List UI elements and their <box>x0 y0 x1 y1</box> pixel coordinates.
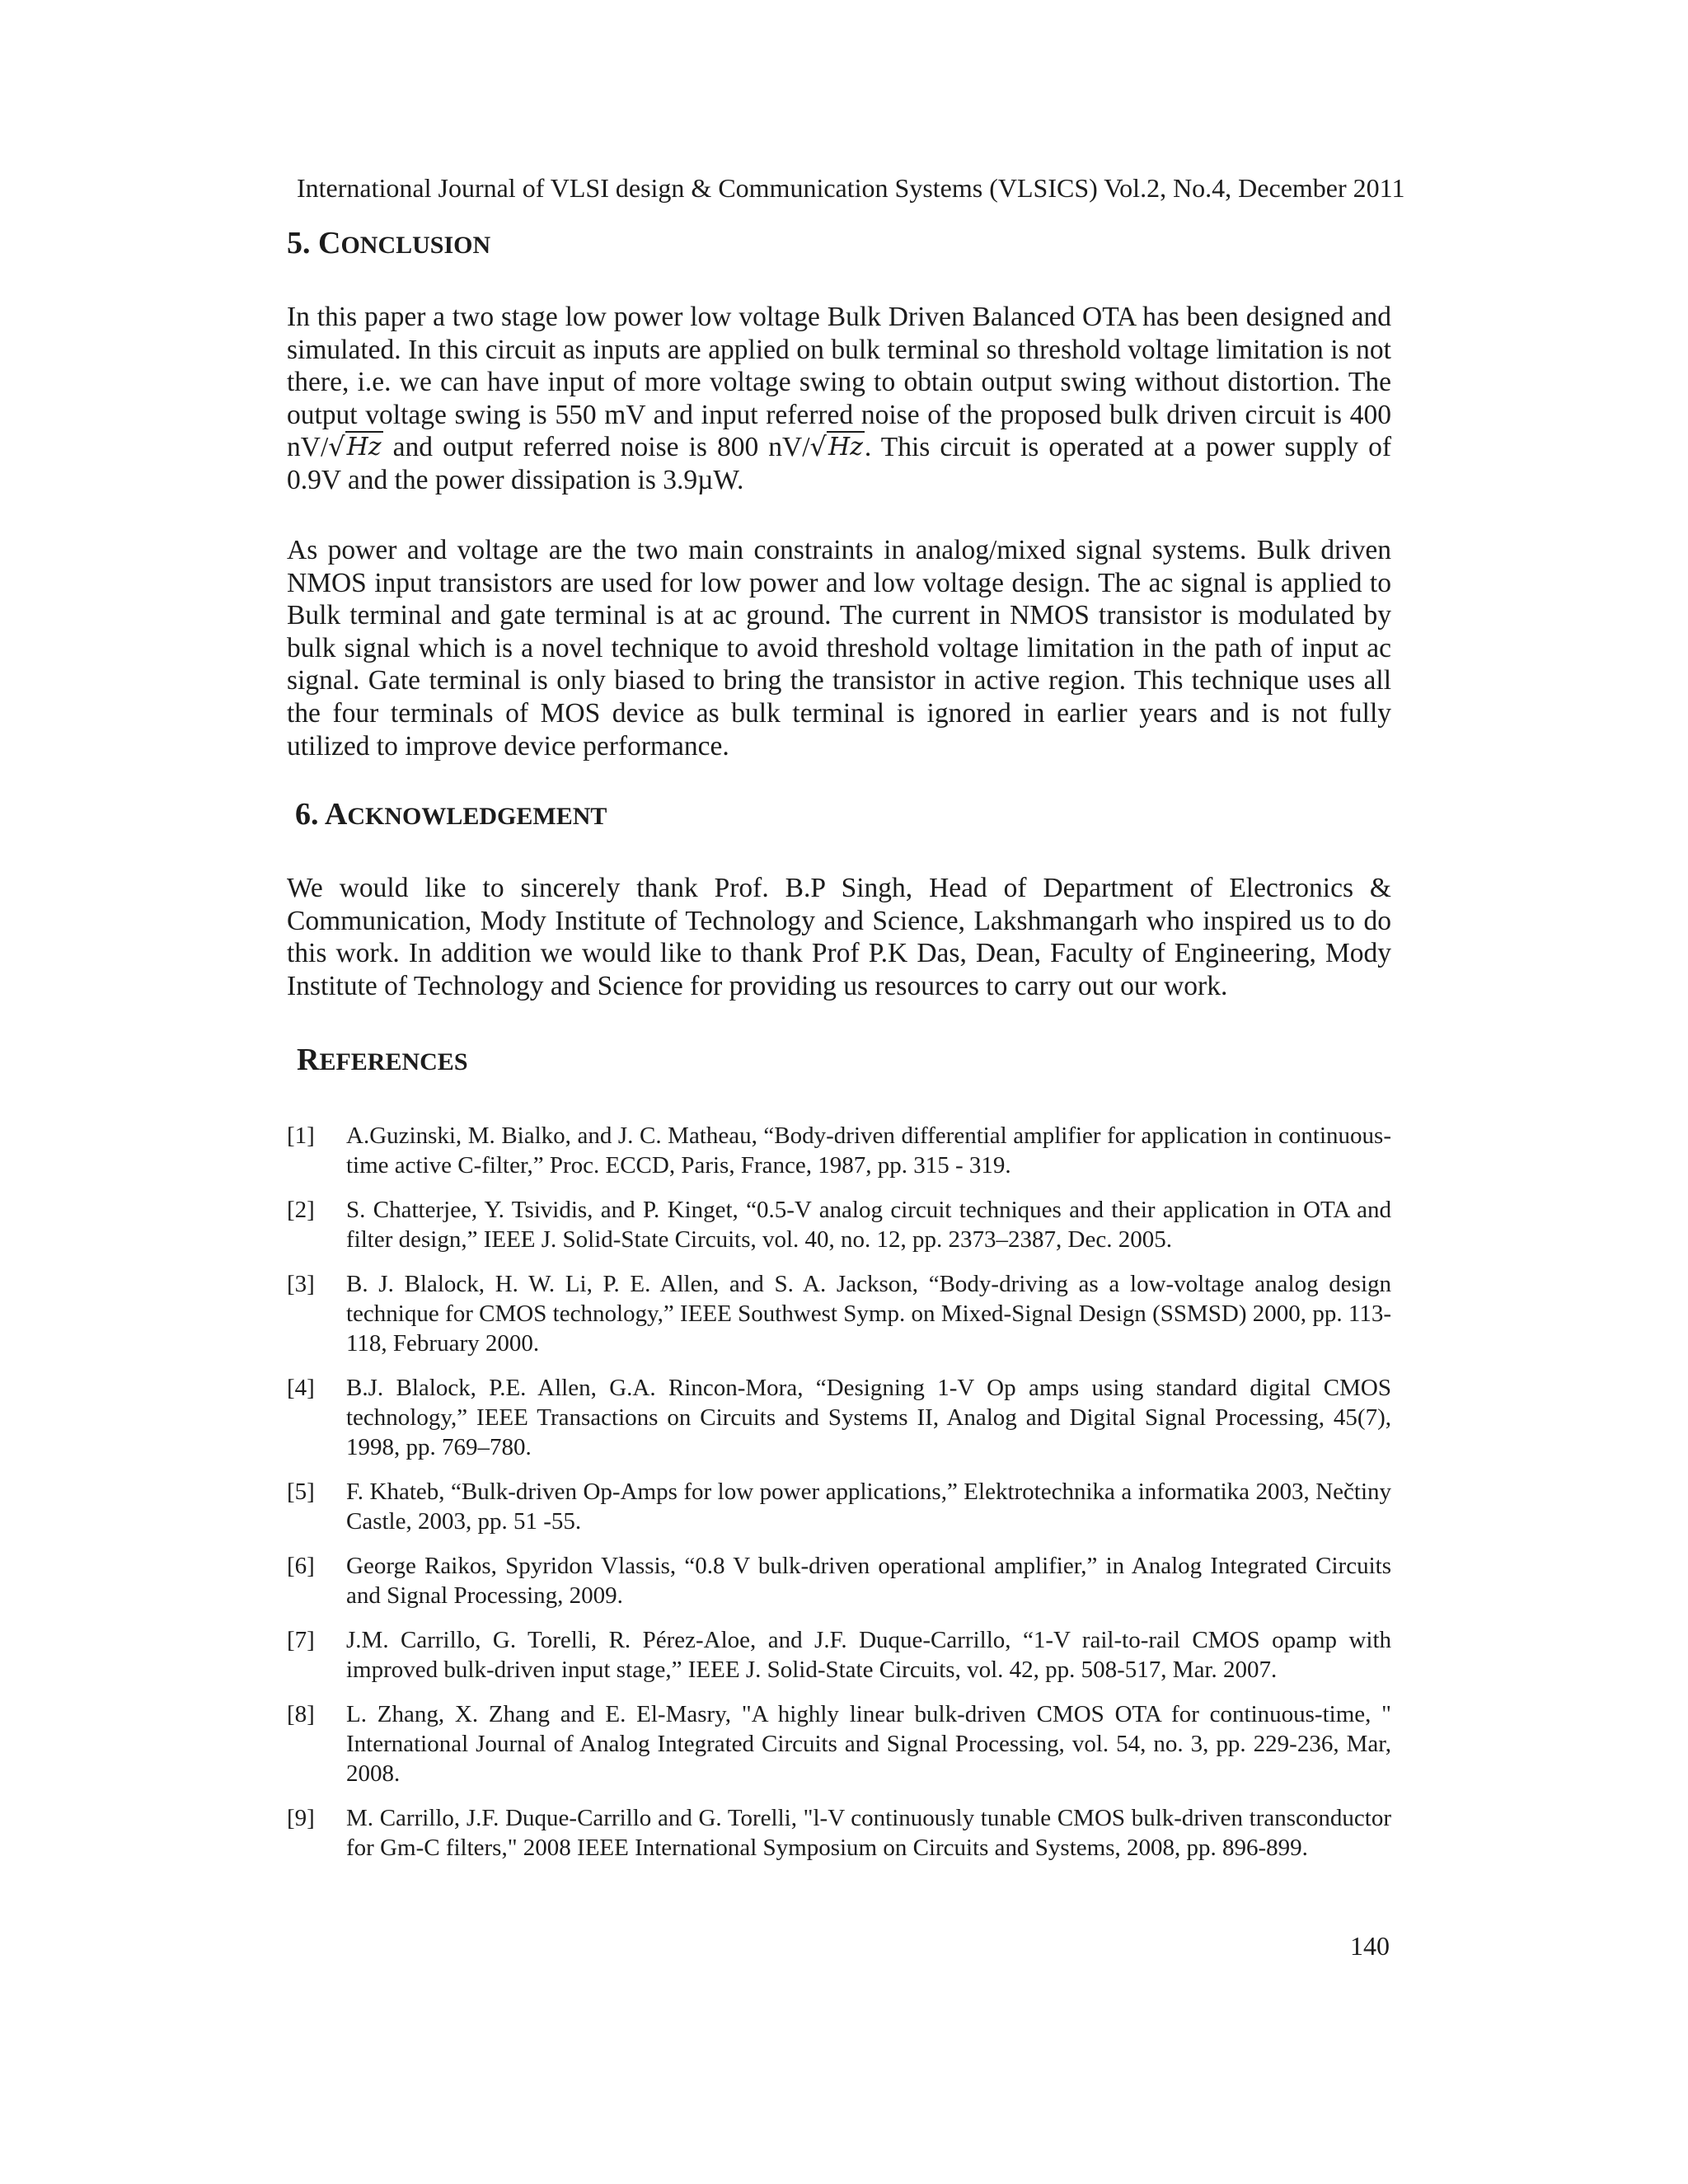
reference-number: [8] <box>287 1701 315 1727</box>
reference-text: F. Khateb, “Bulk-driven Op-Amps for low power applications,” Elektrotechnika a informatika 2003, Nečtiny Castle, 2003, pp. 51 -55. <box>346 1479 1391 1535</box>
reference-item <box>287 1699 1391 1788</box>
conclusion-p1-part-c: . This circuit is operated at a power supply of 0.9V and the power dissipation is 3.9µW. <box>287 432 1391 495</box>
references-heading-first: R <box>297 1043 320 1077</box>
sqrt-hz-1 <box>328 431 382 464</box>
sqrt-symbol: √ <box>328 431 345 463</box>
radicand: Hz <box>346 433 382 462</box>
radicand: Hz <box>828 433 863 462</box>
acknowledgement-heading <box>295 795 607 836</box>
conclusion-paragraph-1 <box>287 301 1391 497</box>
conclusion-heading-num: 5. C <box>287 226 341 260</box>
reference-number: [5] <box>287 1479 315 1505</box>
reference-item <box>287 1373 1391 1462</box>
reference-item <box>287 1269 1391 1358</box>
reference-number: [6] <box>287 1553 315 1579</box>
references-list <box>287 1121 1391 1877</box>
conclusion-p1-part-b: and output referred noise is 800 nV/ <box>382 432 810 463</box>
reference-item <box>287 1477 1391 1536</box>
conclusion-heading <box>287 224 490 265</box>
reference-text: B. J. Blalock, H. W. Li, P. E. Allen, and S. A. Jackson, “Body-driving as a low-voltage analog design technique for CMOS technology,” IEEE Southwest Symp. on Mixed-Signal Design (SSMSD) 2000, pp. 113-118, February 2000. <box>346 1271 1391 1357</box>
reference-number: [9] <box>287 1805 315 1831</box>
page-number: 140 <box>1350 1931 1390 1961</box>
conclusion-p1-part-a: In this paper a two stage low power low voltage Bulk Driven Balanced OTA has been designed and simulated. In this circuit as inputs are applied on bulk terminal so threshold voltage limitation is not there, i.e. we can have input of more voltage swing to obtain output swing without distortion. The output voltage swing is 550 mV and input referred noise of the proposed bulk driven circuit is 400 nV/ <box>287 302 1391 463</box>
reference-text: George Raikos, Spyridon Vlassis, “0.8 V bulk-driven operational amplifier,” in Analog Integrated Circuits and Signal Processing, 2009. <box>346 1553 1391 1609</box>
reference-text: M. Carrillo, J.F. Duque-Carrillo and G. Torelli, "l-V continuously tunable CMOS bulk-driven transconductor for Gm-C filters," 2008 IEEE International Symposium on Circuits and Systems, 2008, pp. 896-899. <box>346 1805 1391 1861</box>
reference-number: [7] <box>287 1627 315 1653</box>
conclusion-heading-rest: ONCLUSION <box>340 232 491 259</box>
reference-text: S. Chatterjee, Y. Tsividis, and P. Kinget, “0.5-V analog circuit techniques and their application in OTA and filter design,” IEEE J. Solid-State Circuits, vol. 40, no. 12, pp. 2373–2387, Dec. 2005. <box>346 1197 1391 1253</box>
acknowledgement-paragraph: We would like to sincerely thank Prof. B.P Singh, Head of Department of Electronics & Communication, Mody Institute of Technology and Science, Lakshmangarh who inspired us to do this work. In addition we would like to thank Prof P.K Das, Dean, Faculty of Engineering, Mody Institute of Technology and Science for providing us resources to carry out our work. <box>287 873 1391 1001</box>
conclusion-paragraph-2: As power and voltage are the two main constraints in analog/mixed signal systems. Bulk driven NMOS input transistors are used for low power and low voltage design. The ac signal is applied to Bulk terminal and gate terminal is at ac ground. The current in NMOS transistor is modulated by bulk signal which is a novel technique to avoid threshold voltage limitation in the path of input ac signal. Gate terminal is only biased to bring the transistor in active region. This technique uses all the four terminals of MOS device as bulk terminal is ignored in earlier years and is not fully utilized to improve device performance. <box>287 535 1391 762</box>
references-heading <box>297 1041 468 1081</box>
reference-item <box>287 1121 1391 1180</box>
reference-item <box>287 1195 1391 1254</box>
reference-text: A.Guzinski, M. Bialko, and J. C. Matheau, “Body-driven differential amplifier for application in continuous-time active C-filter,” Proc. ECCD, Paris, France, 1987, pp. 315 - 319. <box>346 1122 1391 1179</box>
reference-item <box>287 1803 1391 1863</box>
reference-text: L. Zhang, X. Zhang and E. El-Masry, "A highly linear bulk-driven CMOS OTA for continuous-time, " International Journal of Analog Integrated Circuits and Signal Processing, vol. 54, no. 3, pp. 229-236, Mar, 2008. <box>346 1701 1391 1787</box>
sqrt-symbol: √ <box>809 431 827 463</box>
running-header: International Journal of VLSI design & Communication Systems (VLSICS) Vol.2, No.4, December 2011 <box>297 173 1405 203</box>
reference-number: [3] <box>287 1271 315 1297</box>
reference-number: [2] <box>287 1197 315 1223</box>
acknowledgement-heading-num: 6. A <box>295 797 348 832</box>
acknowledgement-heading-rest: CKNOWLEDGEMENT <box>347 803 607 830</box>
sqrt-hz-2 <box>810 431 865 464</box>
reference-text: J.M. Carrillo, G. Torelli, R. Pérez-Aloe, and J.F. Duque-Carrillo, “1-V rail-to-rail CMOS opamp with improved bulk-driven input stage,” IEEE J. Solid-State Circuits, vol. 42, pp. 508-517, Mar. 2007. <box>346 1627 1391 1683</box>
reference-text: B.J. Blalock, P.E. Allen, G.A. Rincon-Mora, “Designing 1-V Op amps using standard digital CMOS technology,” IEEE Transactions on Circuits and Systems II, Analog and Digital Signal Processing, 45(7), 1998, pp. 769–780. <box>346 1375 1391 1460</box>
references-heading-rest: EFERENCES <box>319 1048 468 1076</box>
reference-item <box>287 1551 1391 1610</box>
reference-number: [4] <box>287 1375 315 1401</box>
reference-item <box>287 1625 1391 1685</box>
reference-number: [1] <box>287 1122 315 1149</box>
